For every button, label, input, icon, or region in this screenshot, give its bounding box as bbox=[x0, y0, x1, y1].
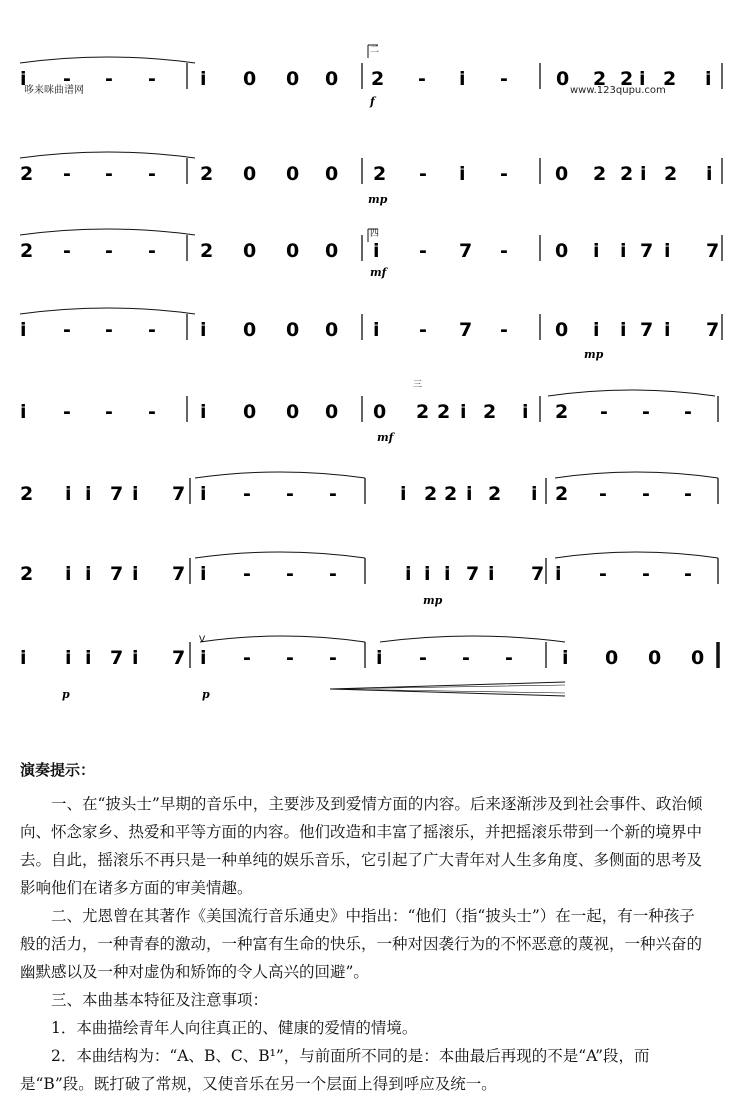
score-note: 0 bbox=[286, 240, 300, 262]
score-note: 2 bbox=[20, 483, 34, 505]
dash-extension: - bbox=[599, 563, 607, 585]
notes-heading: 演奏提示： bbox=[20, 761, 96, 779]
dynamic-mark: mp bbox=[584, 348, 604, 361]
score-note: 0 bbox=[325, 240, 339, 262]
slur-arc bbox=[195, 552, 365, 558]
score-note: i bbox=[200, 647, 207, 669]
score-note: i bbox=[65, 647, 72, 669]
score-note: i bbox=[85, 647, 92, 669]
dash-extension: - bbox=[286, 647, 294, 669]
score-note: i bbox=[555, 563, 562, 585]
score-note: 2 bbox=[664, 163, 678, 185]
score-note: 2 bbox=[437, 401, 451, 423]
score-note: 2 bbox=[593, 163, 607, 185]
dash-extension: - bbox=[148, 319, 156, 341]
score-note: i bbox=[531, 483, 538, 505]
score-note: 7 bbox=[466, 563, 480, 585]
score-note: i bbox=[65, 563, 72, 585]
notes-paragraph: 二、尤恩曾在其著作《美国流行音乐通史》中指出：“他们（指“披头士”）在一起，有一种孩子般的活力，一种青春的激动，一种富有生命的快乐，一种对因袭行为的不怀恶意的蔑视，一种兴奋的幽默感以及一种对虚伪和矫饰的令人高兴的回避”。 bbox=[20, 907, 703, 981]
dash-extension: - bbox=[63, 163, 71, 185]
dash-extension: - bbox=[105, 68, 113, 90]
score-note: i bbox=[373, 319, 380, 341]
score-note: i bbox=[373, 240, 380, 262]
score-note: 0 bbox=[325, 401, 339, 423]
slur-arc bbox=[20, 308, 195, 314]
watermark-left: 哆来咪曲谱网 bbox=[24, 85, 84, 96]
score-note: 2 bbox=[483, 401, 497, 423]
dash-extension: - bbox=[684, 483, 692, 505]
score-note: 7 bbox=[531, 563, 545, 585]
slur-arc bbox=[20, 57, 195, 63]
score-note: 7 bbox=[172, 563, 186, 585]
dash-extension: - bbox=[105, 240, 113, 262]
dash-extension: - bbox=[63, 68, 71, 90]
slur-arc bbox=[200, 636, 365, 642]
score-note: 0 bbox=[286, 401, 300, 423]
score-note: 0 bbox=[648, 647, 662, 669]
slur-arc bbox=[20, 152, 195, 158]
slur-arc bbox=[380, 636, 565, 642]
slur-arc bbox=[20, 229, 195, 235]
score-note: 2 bbox=[555, 483, 569, 505]
score-note: 0 bbox=[555, 319, 569, 341]
dash-extension: - bbox=[642, 483, 650, 505]
score-note: 2 bbox=[593, 68, 607, 90]
notes-paragraph: 1．本曲描绘青年人向往真正的、健康的爱情的情境。 bbox=[51, 1019, 418, 1037]
dash-extension: - bbox=[329, 647, 337, 669]
performance-notes bbox=[20, 756, 710, 1098]
dash-extension: - bbox=[105, 319, 113, 341]
score-note: i bbox=[20, 319, 27, 341]
score-note: i bbox=[400, 483, 407, 505]
dash-extension: - bbox=[148, 401, 156, 423]
score-note: i bbox=[664, 240, 671, 262]
dash-extension: - bbox=[418, 68, 426, 90]
notes-paragraph: 一、在“披头士”早期的音乐中，主要涉及到爱情方面的内容。后来逐渐涉及到社会事件、政治倾向、怀念家乡、热爱和平等方面的内容。他们改造和丰富了摇滚乐，并把摇滚乐带到一个新的境界中去。自此，摇滚乐不再只是一种单纯的娱乐音乐，它引起了广大青年对人生多角度、多侧面的思考及影响他们在诸多方面的审美情趣。 bbox=[20, 795, 703, 897]
dash-extension: - bbox=[500, 240, 508, 262]
score-note: i bbox=[376, 647, 383, 669]
score-note: i bbox=[20, 647, 27, 669]
score-note: 0 bbox=[555, 240, 569, 262]
score-note: i bbox=[620, 319, 627, 341]
dash-extension: - bbox=[599, 483, 607, 505]
score-note: 0 bbox=[556, 68, 570, 90]
score-note: i bbox=[424, 563, 431, 585]
dynamic-mark: mf bbox=[370, 266, 387, 279]
dash-extension: - bbox=[243, 483, 251, 505]
score-note: i bbox=[200, 68, 207, 90]
score-note: 2 bbox=[416, 401, 430, 423]
dynamic-mark: f bbox=[370, 95, 375, 108]
score-note: 7 bbox=[172, 647, 186, 669]
dash-extension: - bbox=[500, 319, 508, 341]
score-note: i bbox=[488, 563, 495, 585]
slur-arc bbox=[548, 390, 715, 396]
score-note: i bbox=[200, 401, 207, 423]
score-note: 2 bbox=[20, 563, 34, 585]
score-note: i bbox=[620, 240, 627, 262]
score-note: i bbox=[85, 483, 92, 505]
section-mark: 三 bbox=[413, 380, 423, 390]
score-note: i bbox=[562, 647, 569, 669]
score-note: i bbox=[85, 563, 92, 585]
slur-arc bbox=[195, 472, 365, 478]
dynamic-mark: mp bbox=[423, 594, 443, 607]
dash-extension: - bbox=[500, 163, 508, 185]
score-note: 0 bbox=[555, 163, 569, 185]
score-note: i bbox=[132, 563, 139, 585]
score-note: 2 bbox=[663, 68, 677, 90]
dash-extension: - bbox=[63, 401, 71, 423]
score-note: 0 bbox=[325, 68, 339, 90]
notes-paragraph: 三、本曲基本特征及注意事项： bbox=[51, 991, 269, 1009]
score-note: i bbox=[593, 319, 600, 341]
score-note: 7 bbox=[640, 240, 654, 262]
breath-mark: V bbox=[199, 635, 206, 645]
score-note: 2 bbox=[20, 163, 34, 185]
dash-extension: - bbox=[642, 563, 650, 585]
score-note: 0 bbox=[325, 163, 339, 185]
dash-extension: - bbox=[684, 401, 692, 423]
dash-extension: - bbox=[419, 647, 427, 669]
score-note: 7 bbox=[172, 483, 186, 505]
score-note: 0 bbox=[691, 647, 705, 669]
score-note: 0 bbox=[243, 68, 257, 90]
dynamic-mark: mf bbox=[377, 431, 394, 444]
dash-extension: - bbox=[642, 401, 650, 423]
score-note: i bbox=[459, 68, 466, 90]
score-note: 7 bbox=[459, 240, 473, 262]
score-note: 2 bbox=[371, 68, 385, 90]
score-note: i bbox=[593, 240, 600, 262]
score-note: i bbox=[405, 563, 412, 585]
score-note: 2 bbox=[20, 240, 34, 262]
score-note: 2 bbox=[488, 483, 502, 505]
dash-extension: - bbox=[105, 163, 113, 185]
dash-extension: - bbox=[684, 563, 692, 585]
score-note: 7 bbox=[640, 319, 654, 341]
dash-extension: - bbox=[500, 68, 508, 90]
dash-extension: - bbox=[105, 401, 113, 423]
score-note: 0 bbox=[605, 647, 619, 669]
notes-paragraph: 2．本曲结构为：“A、B、C、B¹”，与前面所不同的是：本曲最后再现的不是“A”段，而是“B”段。既打破了常规，又使音乐在另一个层面上得到呼应及统一。 bbox=[20, 1047, 650, 1093]
score-note: i bbox=[522, 401, 529, 423]
score-note: 7 bbox=[110, 483, 124, 505]
score-note: 7 bbox=[110, 563, 124, 585]
slur-arc bbox=[555, 472, 718, 478]
dash-extension: - bbox=[286, 563, 294, 585]
score-note: i bbox=[664, 319, 671, 341]
dash-extension: - bbox=[419, 319, 427, 341]
dash-extension: - bbox=[243, 647, 251, 669]
score-note: 0 bbox=[243, 319, 257, 341]
score-note: i bbox=[460, 401, 467, 423]
dash-extension: - bbox=[419, 240, 427, 262]
score-note: 2 bbox=[200, 163, 214, 185]
dash-extension: - bbox=[148, 163, 156, 185]
section-mark: 四 bbox=[370, 229, 380, 239]
dynamic-mark: p bbox=[62, 688, 70, 701]
dash-extension: - bbox=[148, 68, 156, 90]
score-note: i bbox=[65, 483, 72, 505]
watermark-right: www.123qupu.com bbox=[570, 85, 666, 96]
score-note: i bbox=[200, 483, 207, 505]
score-note: i bbox=[706, 163, 713, 185]
dynamic-mark: p bbox=[202, 688, 210, 701]
score-note: i bbox=[459, 163, 466, 185]
dash-extension: - bbox=[329, 563, 337, 585]
score-note: 0 bbox=[243, 240, 257, 262]
dash-extension: - bbox=[419, 163, 427, 185]
dash-extension: - bbox=[600, 401, 608, 423]
score-note: 2 bbox=[200, 240, 214, 262]
score-note: i bbox=[132, 647, 139, 669]
score-note: 2 bbox=[444, 483, 458, 505]
score-note: 7 bbox=[110, 647, 124, 669]
dash-extension: - bbox=[329, 483, 337, 505]
score-note: 0 bbox=[286, 319, 300, 341]
score-note: 2 bbox=[620, 68, 634, 90]
dynamic-mark: mp bbox=[368, 193, 388, 206]
dash-extension: - bbox=[286, 483, 294, 505]
score-note: 2 bbox=[424, 483, 438, 505]
score-note: i bbox=[444, 563, 451, 585]
score-note: 7 bbox=[706, 240, 720, 262]
score-note: 0 bbox=[243, 401, 257, 423]
dash-extension: - bbox=[462, 647, 470, 669]
score-note: i bbox=[640, 163, 647, 185]
score-note: 0 bbox=[373, 401, 387, 423]
score-note: 2 bbox=[620, 163, 634, 185]
score-note: i bbox=[705, 68, 712, 90]
score-note: i bbox=[466, 483, 473, 505]
score-note: 2 bbox=[555, 401, 569, 423]
dash-extension: - bbox=[243, 563, 251, 585]
score-note: 2 bbox=[373, 163, 387, 185]
slur-arc bbox=[555, 552, 718, 558]
section-mark: 二 bbox=[370, 45, 380, 55]
score-note: i bbox=[20, 401, 27, 423]
score-note: i bbox=[639, 68, 646, 90]
score-note: i bbox=[200, 319, 207, 341]
score-note: 0 bbox=[325, 319, 339, 341]
score-note: 7 bbox=[706, 319, 720, 341]
dash-extension: - bbox=[505, 647, 513, 669]
score-note: 0 bbox=[243, 163, 257, 185]
dash-extension: - bbox=[148, 240, 156, 262]
score-note: i bbox=[20, 68, 27, 90]
dash-extension: - bbox=[63, 240, 71, 262]
dash-extension: - bbox=[63, 319, 71, 341]
score-note: i bbox=[200, 563, 207, 585]
score-note: i bbox=[132, 483, 139, 505]
score-note: 0 bbox=[286, 68, 300, 90]
score-note: 7 bbox=[459, 319, 473, 341]
crescendo-hairpin bbox=[330, 682, 565, 696]
score-note: 0 bbox=[286, 163, 300, 185]
